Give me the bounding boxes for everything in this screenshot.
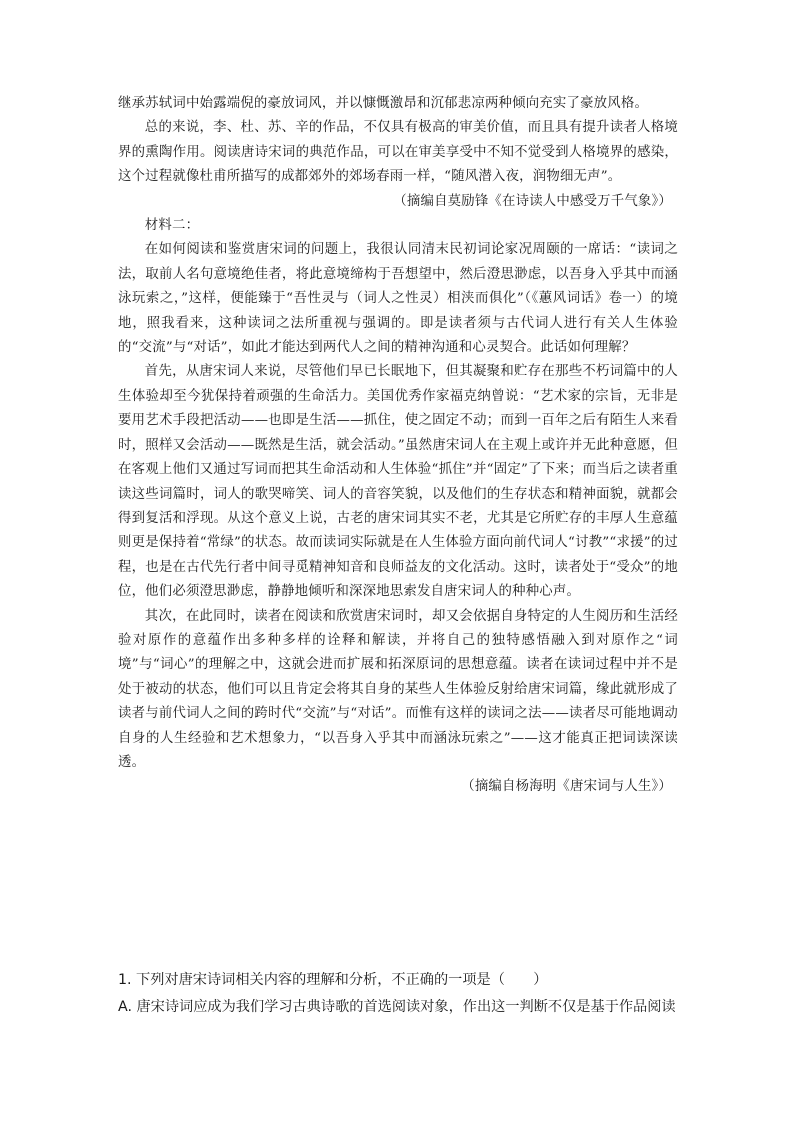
paragraph-summary: 总的来说，李、杜、苏、辛的作品，不仅具有极高的审美价值，而且具有提升读者人格境界的熏陶作用。阅读唐诗宋词的典范作品，可以在审美享受中不知不觉受到人格境界的感染，这个过程就像杜甫所描写的成都郊外的郊场春雨一样，“随风潜入夜，润物细无声”。 (118, 120, 678, 185)
paragraph-continuation: 继承苏轼词中始露端倪的豪放词风，并以慷慨激昂和沉郁悲凉两种倾向充实了豪放风格。 (118, 96, 649, 111)
paragraph-second-point: 其次，在此同时，读者在阅读和欣赏唐宋词时，却又会依据自身特定的人生阅历和生活经验对原作的意蕴作出多种多样的诠释和解读，并将自己的独特感悟融入到对原作之“词境”与“词心”的理解之中，这就会进而扩展和拓深原词的思想意蕴。读者在读词过程中并不是处于被动的状态，他们可以且肯定会将其自身的某些人生体验反射给唐宋词篇，缘此就形成了读者与前代词人之间的跨时代“交流”与“对话”。而惟有这样的读词之法——读者尽可能地调动自身的人生经验和艺术想象力，“以吾身入乎其中而涵泳玩索之”——这才能真正把词读深读透。 (118, 608, 678, 770)
paragraph-first-point: 首先，从唐宋词人来说，尽管他们早已长眠地下，但其凝聚和贮存在那些不朽词篇中的人生体验却至今犹保持着顽强的生命活力。美国优秀作家福克纳曾说：“艺术家的宗旨，无非是要用艺术手段把活动——也即是生活——抓住，使之固定不动；而到一百年之后有陌生人来看时，照样又会活动——既然是生活，就会活动。”虽然唐宋词人在主观上或许并无此种意愿，但在客观上他们又通过写词而把其生命活动和人生体验“抓住”并“固定”了下来；而当后之读者重读这些词篇时，词人的歌哭啼笑、词人的音容笑貌，以及他们的生存状态和精神面貌，就都会得到复活和浮现。从这个意义上说，古老的唐宋词其实不老，尤其是它所贮存的丰厚人生意蕴则更是保持着“常绿”的状态。故而读词实际就是在人生体验方面向前代词人“讨教”“求援”的过程，也是在古代先行者中间寻觅精神知音和良师益友的文化活动。这时，读者处于“受众”的地位，他们必须澄思渺虑，静静地倾听和深深地思索发自唐宋词人的种种心声。 (118, 364, 678, 600)
material-two-heading: 材料二： (144, 218, 200, 234)
article-body (118, 92, 678, 800)
source-citation-2: （摘编自杨海明《唐宋词与人生》） (461, 779, 672, 795)
question-block (118, 966, 688, 1021)
question-stem: 1. 下列对唐宋诗词相关内容的理解和分析，不正确的一项是（ ） (118, 972, 548, 988)
question-option-a: A. 唐宋诗词应成为我们学习古典诗歌的首选阅读对象，作出这一判断不仅是基于作品阅读 (118, 999, 676, 1015)
source-citation-1: （摘编自莫励锋《在诗读人中感受万千气象》） (393, 193, 672, 209)
paragraph-reading-method: 在如何阅读和鉴赏唐宋词的问题上，我很认同清末民初词论家况周颐的一席话：“读词之法，取前人名句意境绝佳者，将此意境缔构于吾想望中，然后澄思渺虑，以吾身入乎其中而涵泳玩索之，”这样，便能臻于“吾性灵与（词人之性灵）相浃而俱化”（《蕙风词话》卷一）的境地，照我看来，这种读词之法所重视与强调的。即是读者须与古代词人进行有关人生体验的“交流”与“对话”，如此才能达到两代人之间的精神沟通和心灵契合。此话如何理解？ (118, 242, 678, 356)
